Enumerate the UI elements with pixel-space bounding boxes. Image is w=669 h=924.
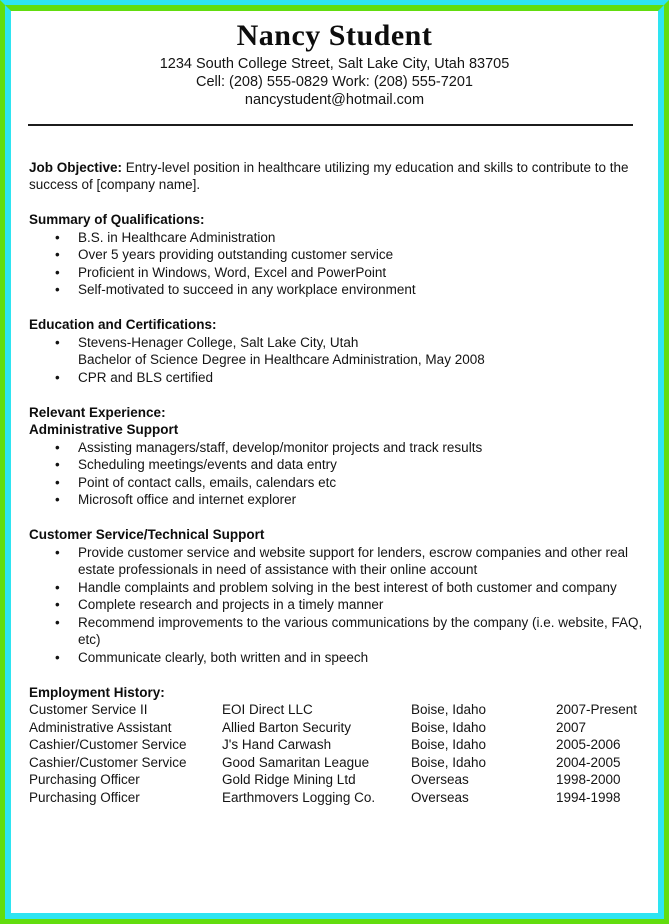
education-line-2: Bachelor of Science Degree in Healthcare Administration, May 2008 [78,352,485,367]
employment-heading: Employment History: [29,684,165,700]
section-employment-history [29,684,648,807]
list-item [29,579,648,597]
employment-dates: 1998-2000 [556,772,621,787]
bullet-icon: • [55,544,60,560]
list-item [29,246,648,264]
list-item-text: Recommend improvements to the various communications by the company (i.e. website, FAQ, etc) [78,614,643,647]
employment-position: Administrative Assistant [29,719,172,735]
list-item-text: B.S. in Healthcare Administration [78,229,276,245]
list-item-text: Assisting managers/staff, develop/monitor projects and track results [78,439,483,455]
employment-row [29,719,648,737]
resume-header [11,11,658,109]
employment-location: Boise, Idaho [411,702,487,717]
bullet-icon: • [55,439,60,455]
employment-company: Allied Barton Security [222,719,352,735]
bullet-icon: • [55,264,60,280]
employment-position: Cashier/Customer Service [29,737,187,752]
employment-company: Gold Ridge Mining Ltd [222,772,356,787]
section-experience [29,404,648,667]
employment-location: Boise, Idaho [411,719,487,735]
bullet-icon: • [55,597,60,612]
list-item-text: Provide customer service and website support for lenders, escrow companies and other real estate professionals in need of assistance with their online account [78,544,629,577]
list-item-text [78,334,648,369]
employment-company: EOI Direct LLC [222,702,313,717]
resume-page [5,5,664,919]
list-item [29,334,648,369]
bullet-icon: • [55,229,60,245]
list-item-text: CPR and BLS certified [78,369,214,385]
employment-dates: 2007 [556,719,587,735]
list-item [29,596,648,614]
employment-dates: 2004-2005 [556,754,621,770]
bullet-icon: • [55,282,60,297]
list-item-text: Point of contact calls, emails, calendars etc [78,474,337,490]
employment-location: Boise, Idaho [411,754,487,770]
experience-group-title-administrative-support: Administrative Support [29,422,179,437]
list-item-text: Complete research and projects in a timely manner [78,597,384,612]
employment-position: Cashier/Customer Service [29,754,187,770]
employment-company: J's Hand Carwash [222,737,332,752]
employment-row [29,754,648,772]
phone-line: Cell: (208) 555-0829 Work: (208) 555-7201 [195,74,473,90]
employment-row [29,736,648,754]
employment-dates: 2007-Present [556,702,638,717]
list-item [29,281,648,299]
bullet-icon: • [55,649,60,665]
education-heading: Education and Certifications: [29,317,217,332]
employment-dates: 1994-1998 [556,789,621,805]
experience-group-title-customer-service: Customer Service/Technical Support [29,527,265,542]
bullet-icon: • [55,247,60,262]
bullet-icon: • [55,334,60,350]
employment-location: Boise, Idaho [411,737,487,752]
resume-body [11,159,658,807]
list-item-text: Over 5 years providing outstanding customer service [78,247,394,262]
list-item [29,439,648,457]
objective-paragraph [29,159,648,194]
list-item [29,229,648,247]
list-item-text: Self-motivated to succeed in any workplace environment [78,282,416,297]
list-item-text: Scheduling meetings/events and data entry [78,457,337,472]
email-line: nancystudent@hotmail.com [244,92,425,108]
objective-text: Entry-level position in healthcare utilizing my education and skills to contribute to the success of [company name]. [29,159,629,192]
section-education [29,316,648,386]
employment-position: Customer Service II [29,702,148,717]
list-item [29,491,648,509]
header-divider [28,124,633,126]
employment-table [29,701,648,806]
education-line-1: Stevens-Henager College, Salt Lake City, Utah [78,334,359,350]
bullet-icon: • [55,369,60,385]
list-item-text: Communicate clearly, both written and in speech [78,649,369,665]
employment-location: Overseas [411,772,469,787]
employment-row [29,771,648,789]
bullet-icon: • [55,457,60,472]
list-item [29,474,648,492]
bullet-icon: • [55,492,60,507]
employment-location: Overseas [411,789,469,805]
list-item [29,649,648,667]
employment-position: Purchasing Officer [29,789,140,805]
experience-heading: Relevant Experience: [29,404,166,420]
list-item [29,544,648,579]
bullet-icon: • [55,614,60,630]
bullet-icon: • [55,474,60,490]
person-name: Nancy Student [236,19,433,52]
employment-company: Earthmovers Logging Co. [222,789,376,805]
qualifications-heading: Summary of Qualifications: [29,212,205,227]
employment-dates: 2005-2006 [556,737,621,752]
employment-company: Good Samaritan League [222,754,370,770]
list-item [29,614,648,649]
employment-position: Purchasing Officer [29,772,140,787]
list-item [29,264,648,282]
list-item [29,456,648,474]
list-item-text: Handle complaints and problem solving in the best interest of both customer and company [78,579,617,595]
address-line: 1234 South College Street, Salt Lake City, Utah 83705 [159,56,510,72]
objective-label: Job Objective: [29,159,123,175]
list-item [29,369,648,387]
list-item-text: Proficient in Windows, Word, Excel and PowerPoint [78,264,387,280]
section-qualifications [29,211,648,299]
employment-row [29,789,648,807]
list-item-text: Microsoft office and internet explorer [78,492,297,507]
bullet-icon: • [55,579,60,595]
employment-row [29,701,648,719]
